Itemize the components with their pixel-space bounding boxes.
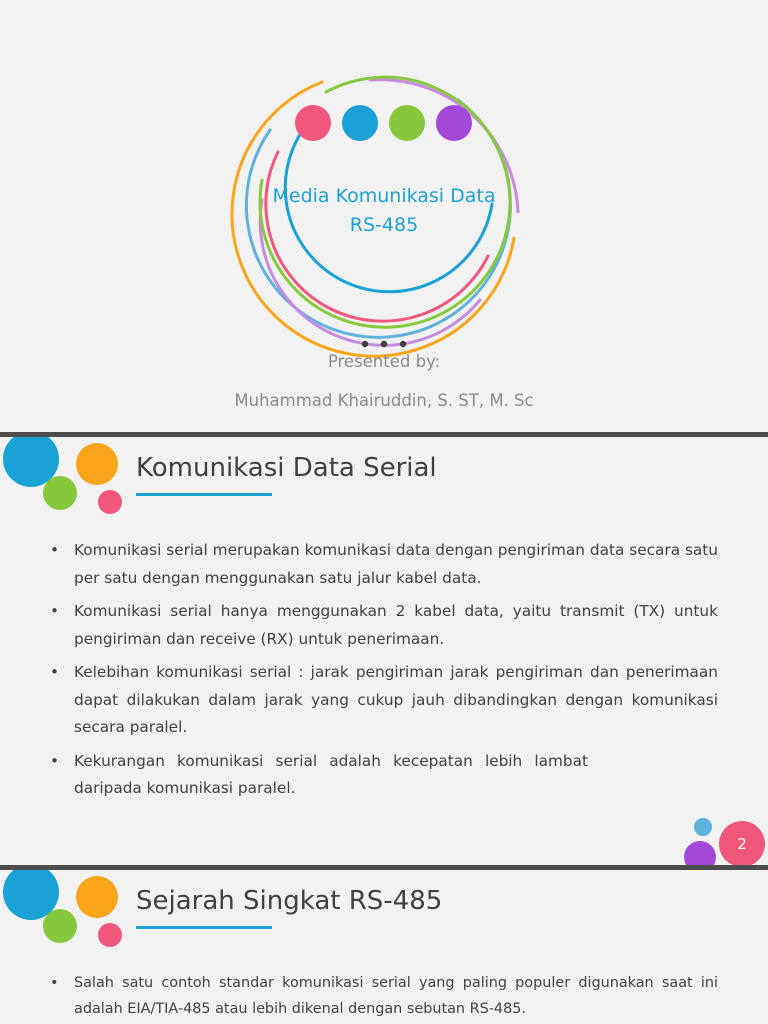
list-item: • Kelebihan komunikasi serial : jarak pengiriman jarak pengiriman dan penerimaan dapat dilakukan dalam jarak yang cukup jauh dibandingkan dengan komunikasi secara paralel. xyxy=(48,659,718,742)
ellipsis-dot xyxy=(400,341,406,347)
dot-purple xyxy=(436,105,472,141)
presenter-name: Muhammad Khairuddin, S. ST, M. Sc xyxy=(234,391,534,410)
dot-pink xyxy=(295,105,331,141)
corner-dot-pink xyxy=(98,923,122,947)
heading-underline xyxy=(136,493,272,496)
title-line-1: Media Komunikasi Data xyxy=(272,185,496,207)
corner-dot-green xyxy=(43,909,77,943)
bullet-list xyxy=(48,537,718,809)
footer-dot-light-blue xyxy=(694,818,712,836)
page-number-badge: 2 xyxy=(719,821,765,865)
list-item: • Komunikasi serial merupakan komunikasi data dengan pengiriman data secara satu per satu dengan menggunakan satu jalur kabel data. xyxy=(48,537,718,592)
presented-by-label: Presented by: xyxy=(327,352,441,371)
dot-blue xyxy=(342,105,378,141)
heading-underline xyxy=(136,926,272,929)
footer-dot-purple xyxy=(684,841,716,865)
corner-dot-green xyxy=(43,476,77,510)
list-item: • Salah satu contoh standar komunikasi serial yang paling populer digunakan saat ini adalah EIA/TIA-485 atau lebih dikenal dengan sebutan RS-485. xyxy=(48,970,718,1022)
title-line-2: RS-485 xyxy=(349,214,419,236)
content-slide-3 xyxy=(0,865,768,1024)
list-item: • Kekurangan komunikasi serial adalah kecepatan lebih lambat daripada komunikasi paralel. xyxy=(48,748,588,803)
ellipsis-dot xyxy=(362,341,368,347)
slide-heading: Komunikasi Data Serial xyxy=(136,453,437,483)
corner-dot-orange xyxy=(76,876,118,918)
presentation-title xyxy=(184,182,584,240)
title-slide xyxy=(0,0,768,432)
slide-heading: Sejarah Singkat RS-485 xyxy=(136,886,443,916)
content-slide-2 xyxy=(0,432,768,865)
bullet-list xyxy=(48,970,718,1024)
corner-dot-pink xyxy=(98,490,122,514)
ellipsis-dot xyxy=(381,341,387,347)
list-item: • Komunikasi serial hanya menggunakan 2 kabel data, yaitu transmit (TX) untuk pengiriman dan receive (RX) untuk penerimaan. xyxy=(48,598,718,653)
dot-green xyxy=(389,105,425,141)
corner-dot-orange xyxy=(76,443,118,485)
